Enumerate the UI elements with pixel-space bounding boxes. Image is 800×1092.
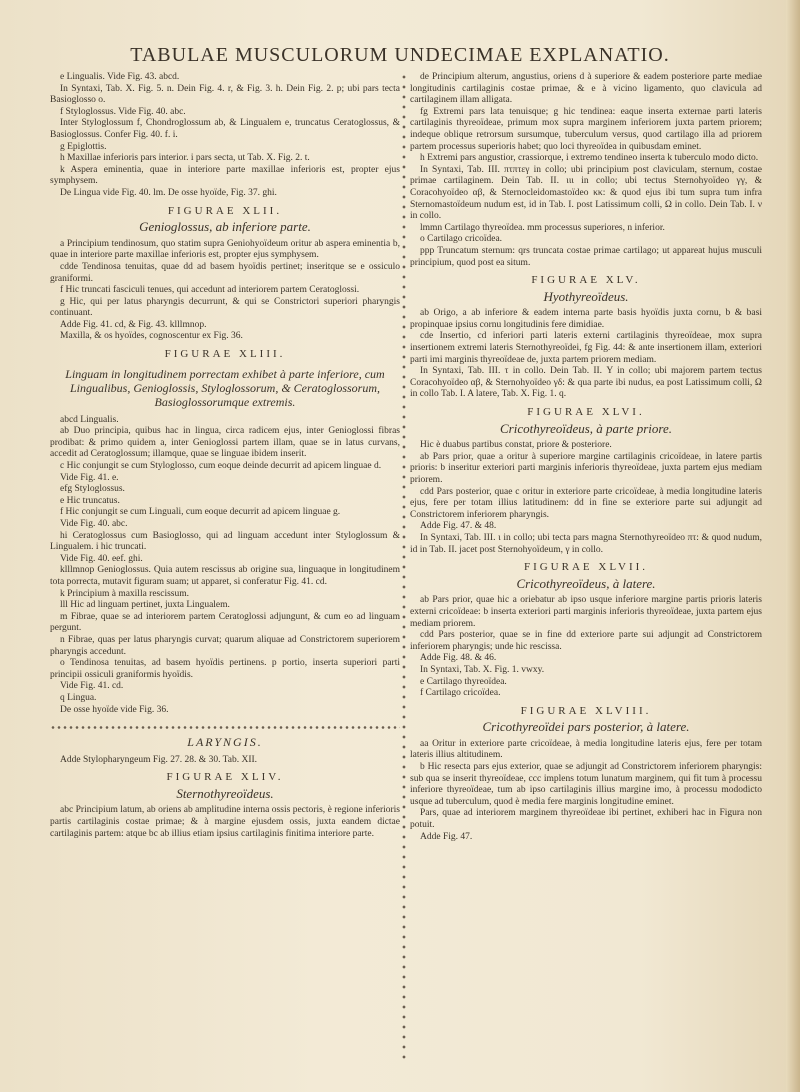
left-block-5	[50, 805, 400, 840]
paragraph: Hic è duabus partibus constat, priore & posteriore.	[420, 440, 612, 451]
paragraph: q Lingua.	[60, 692, 97, 703]
paragraph: Inter Styloglossum f, Chondroglossum ab, & Lingualem e, truncatus Ceratoglossus, & Basioglossus. Confer Fig. 40. f. i.	[50, 118, 400, 140]
paragraph: Adde Fig. 41. cd, & Fig. 43. klllmnop.	[60, 319, 207, 330]
figure-46-title: FIGURAE XLVI.	[527, 406, 645, 419]
figure-45-title: FIGURAE XLV.	[531, 274, 641, 287]
right-block-2	[410, 308, 762, 401]
paragraph: De osse hyoïde vide Fig. 36.	[60, 704, 169, 715]
figure-45-subtitle: Hyothyreoïdeus.	[543, 288, 629, 304]
paragraph: abc Principium latum, ab oriens ab amplitudine interna ossis pectoris, è regione inferioris partis cartilaginis costae primae; & à margine ejusdem ossis, juxta eandem dictae cartilaginis partem: atque bc ab illius etiam ipsius cartilaginis finitima interiore parte.	[50, 805, 400, 839]
figure-43-title: FIGURAE XLIII.	[164, 348, 286, 361]
paragraph: Adde Fig. 47.	[420, 831, 473, 842]
paragraph: Vide Fig. 40. eef. ghi.	[60, 553, 143, 564]
paragraph: Vide Fig. 40. abc.	[60, 519, 128, 529]
paragraph: c Hic conjungit se cum Styloglosso, cum eoque deinde decurrit ad apicem linguae d.	[60, 461, 382, 472]
paragraph: Vide Fig. 41. cd.	[60, 681, 124, 692]
figure-42-subtitle: Genioglossus, ab inferiore parte.	[139, 219, 311, 235]
paragraph: e Lingualis. Vide Fig. 43. abcd.	[60, 72, 180, 82]
figure-44-title: FIGURAE XLIV.	[166, 771, 284, 784]
paragraph: abcd Lingualis.	[60, 414, 119, 425]
page-title: TABULAE MUSCULORUM UNDECIMAE EXPLANATIO.	[130, 44, 670, 66]
paragraph: f Hic conjungit se cum Linguali, cum eoque decurrit ad apicem linguae g.	[60, 507, 341, 518]
paragraph: aa Oritur in exteriore parte cricoïdeae, à media longitudine lateris ejus, fere per totam lateris illius altitudinem.	[410, 738, 762, 761]
paragraph: o Tendinosa tenuitas, ad basem hyoïdis pertinens. p portio, inserta superiori parti principii ossiculi graniformis hyoïdis.	[50, 658, 400, 680]
paragraph: k Aspera eminentia, quae in interiore parte maxillae inferioris est, propter ejus symphysem.	[50, 164, 400, 187]
ornamental-rule	[50, 724, 400, 731]
paragraph: cdd Pars posterior, quae se in fine dd exteriore parte sui adjungit ad Constrictorem inferiorem pharyngis; unde hic rescissa.	[410, 630, 762, 652]
right-block-1	[410, 72, 762, 269]
paragraph: e Hic truncatus.	[60, 495, 120, 506]
paragraph: h Extremi pars angustior, crassiorque, i extremo tendineo inserta k tuberculo modo dicto.	[420, 153, 759, 164]
section-title: LARYNGIS.	[187, 735, 263, 750]
paragraph: ppp Truncatum sternum: qrs truncata costae primae cartilago; ut appareat hujus musculi principium, quod post ea situm.	[410, 245, 762, 268]
paragraph: f Hic truncati fasciculi tenues, qui accedunt ad interiorem partem Ceratoglossi.	[60, 285, 360, 296]
paragraph: de Principium alterum, angustius, oriens d à superiore & eadem posteriore parte mediae longitudinis cartilaginis costae primae, & e à vicino ligamento, quo clavicula ad cartilaginem illam alligata.	[410, 72, 762, 106]
paragraph: f Cartilago cricoïdea.	[420, 688, 501, 699]
paragraph: Vide Fig. 41. e.	[60, 472, 119, 483]
left-block-2	[50, 239, 400, 343]
paragraph: lmmn Cartilago thyreoïdea. mm processus superiores, n inferior.	[420, 222, 665, 233]
left-column	[50, 72, 400, 840]
paragraph: ab Pars prior, quae hic a oriebatur ab ipso usque inferiore margine partis prioris lateris externi cricoïdeae: b inserta exteriori parti marginis inferioris thyreoïdeae, juxta partem ejus mediam priorem.	[410, 595, 762, 629]
paragraph: g Hic, qui per latus pharyngis decurrunt, & qui se Constrictori superiori pharyngis continuant.	[50, 296, 400, 319]
paragraph: cdde Tendinosa tenuitas, quae dd ad basem hyoïdis pertinet; inseritque se e ossiculo graniformi.	[50, 261, 400, 284]
paragraph: cdd Pars posterior, quae c oritur in exteriore parte cricoïdeae, à media longitudine lateris ejus, fere per totam illius latitudinem: dd in fine se exteriore parte sui adjungit ad Constrictorem inferiorem pharyngis.	[410, 486, 762, 520]
right-block-3	[410, 440, 762, 556]
paragraph: o Cartilago cricoïdea.	[420, 234, 503, 245]
right-block-5	[410, 739, 762, 843]
figure-48-title: FIGURAE XLVIII.	[520, 704, 652, 717]
paragraph: n Fibrae, quas per latus pharyngis curvat; quarum aliquae ad Constrictorem superiorem pharyngis accedunt.	[50, 634, 400, 657]
paragraph: m Fibrae, quae se ad interiorem partem Ceratoglossi adjungunt, & cum eo ad linguam pergunt.	[50, 611, 400, 634]
paragraph: lll Hic ad linguam pertinet, juxta Lingualem.	[60, 600, 230, 611]
paragraph: k Principium à maxilla rescissum.	[60, 588, 190, 599]
paragraph: Adde Fig. 48. & 46.	[420, 653, 497, 664]
paragraph: Pars, quae ad interiorem marginem thyreoïdeae ibi pertinet, exhiberi hac in Figura non potuit.	[410, 808, 762, 831]
paragraph: e Cartilago thyreoïdea.	[420, 676, 507, 687]
column-divider	[401, 72, 407, 1062]
figure-47-title: FIGURAE XLVII.	[523, 561, 649, 574]
right-column	[410, 72, 762, 843]
paragraph: g Epiglottis.	[60, 141, 107, 152]
paragraph: In Syntaxi, Tab. X. Fig. 1. vwxy.	[420, 664, 545, 675]
left-block-1	[50, 72, 400, 200]
paragraph: fg Extremi pars lata tenuisque; g hic tendinea: eaque inserta externae parti lateris cartilaginis thyreoïdeae, primum mox supra marginem inferiorem juxta partem priorem; indeque oblique retrorsum sursumque, tuberculum versus, quod cartilago illa ad priorem partem processus superioris habet; quo loci thyreoïdea in quibusdam eminet.	[410, 106, 762, 152]
paragraph: a Principium tendinosum, quo statim supra Geniohyoïdeum oritur ab aspera eminentia b, quae in interiore parte maxillae inferioris est, propter ejus symphysem.	[50, 238, 400, 261]
page-edge-shadow	[786, 0, 800, 1092]
paragraph: In Syntaxi, Tab. III. τ in collo. Dein Tab. II. Υ in collo; ubi majorem partem tectus Coracohyoïdeo αβ, & Sternohyoïdeo γδ: & qua parte ibi nudus, ea post Latissimum colli, Ω in collo Tab. I. A latere, Tab. X. Fig. 1. q.	[410, 366, 762, 400]
paragraph: ab Duo principia, quibus hac in lingua, circa radicem ejus, inter Genioglossi fibras prodibat: & primo quidem a, inter Genioglossi partem illam, quae se in latus curvans, accedit ad Ceratoglossum; illamque, quae se linguae ibidem inserit.	[50, 426, 400, 460]
paragraph: f Styloglossus. Vide Fig. 40. abc.	[60, 106, 186, 117]
paragraph: h Maxillae inferioris pars interior. i pars secta, ut Tab. X. Fig. 2. t.	[60, 153, 310, 164]
figure-48-subtitle: Cricothyreoïdei pars posterior, à latere.	[482, 719, 690, 735]
paragraph: b Hic resecta pars ejus exterior, quae se adjungit ad Constrictorem inferiorem pharyngis: sub qua se inserit thyreoïdeae, ccc implens totum lunatum marginem, qui fit tum à processu inferiore thyreoïdeae, tum ab ipso cartilaginis illius margine imo, à processu mododicto usque ad tuberculum, quod è media fere marginis longitudine eminet.	[410, 762, 762, 807]
figure-47-subtitle: Cricothyreoïdeus, à latere.	[516, 575, 656, 591]
right-block-4	[410, 595, 762, 699]
paragraph: cde Insertio, cd inferiori parti lateris externi cartilaginis thyreoïdeae, mox supra insertionem extremi lateris Sternothyreoïdei, fg Fig. 44: & ante insertionem illam, exteriori parti imi marginis thyreoïdeae de, juxta partem priorem mediam.	[410, 331, 762, 365]
paragraph: In Syntaxi, Tab. III. ι in collo; ubi tecta pars magna Sternothyreoïdeo πτ: & quod nudum, id in Tab. II. jacet post Sternohyoïdeum, γ in collo.	[410, 532, 762, 555]
figure-42-title: FIGURAE XLII.	[167, 204, 283, 217]
paragraph: efg Styloglossus.	[60, 484, 125, 495]
paragraph: In Syntaxi, Tab. III. πτπτεγ in collo; ubi principium post claviculam, sternum, costae primae cartilaginem. Dein Tab. II. ιιι in collo; ubi tectus Sternohyoïdeo γγ, & Coracohyoïdeo αβ, & Sternocleidomastoïdeo κκ: & quod ejus ibi tum supra tum infra Sternomastoïdeum nudum est, id in Tab. I. post Latissimum colli, Ω in collo. Dein Tab. I. ν in collo.	[410, 164, 762, 222]
left-block-4	[50, 755, 400, 767]
paragraph: Adde Fig. 47. & 48.	[420, 521, 497, 532]
paragraph: Adde Stylopharyngeum Fig. 27. 28. & 30. Tab. XII.	[60, 754, 258, 765]
paragraph: Maxilla, & os hyoïdes, cognoscentur ex Fig. 36.	[60, 331, 243, 342]
left-block-3	[50, 415, 400, 716]
figure-46-subtitle: Cricothyreoïdeus, à parte priore.	[500, 420, 672, 436]
paragraph: klllmnop Genioglossus. Quia autem rescissus ab origine sua, linguaque in longitudinem tota porrecta, mutavit figuram suam; ut apparet, si conferatur Fig. 41. cd.	[50, 565, 400, 587]
figure-43-subtitle: Linguam in longitudinem porrectam exhibet à parte inferiore, cum Lingualibus, Genioglossis, Styloglossorum, & Ceratoglossorum, Basioglossorumque extremis.	[65, 366, 385, 409]
paragraph: In Syntaxi, Tab. X. Fig. 5. n. Dein Fig. 4. r, & Fig. 3. h. Dein Fig. 2. p; ubi pars tecta Basioglosso o.	[50, 83, 400, 106]
paragraph: ab Origo, a ab inferiore & eadem interna parte basis hyoïdis juxta cornu, b & basi propinquae ipsius cornu longitudinis fere dimidiae.	[410, 308, 762, 330]
figure-44-subtitle: Sternothyreoïdeus.	[176, 785, 274, 801]
paragraph: De Lingua vide Fig. 40. lm. De osse hyoïde, Fig. 37. ghi.	[60, 187, 277, 198]
paragraph: ab Pars prior, quae a oritur à superiore margine cartilaginis cricoïdeae, in latere partis prioris: b inseritur exteriori parti marginis inferioris thyreoïdeae, juxta partem ejus mediam priorem.	[410, 451, 762, 485]
paragraph: hi Ceratoglossus cum Basioglosso, qui ad linguam accedunt inter Styloglossum & Lingualem. i hic truncati.	[50, 530, 400, 553]
